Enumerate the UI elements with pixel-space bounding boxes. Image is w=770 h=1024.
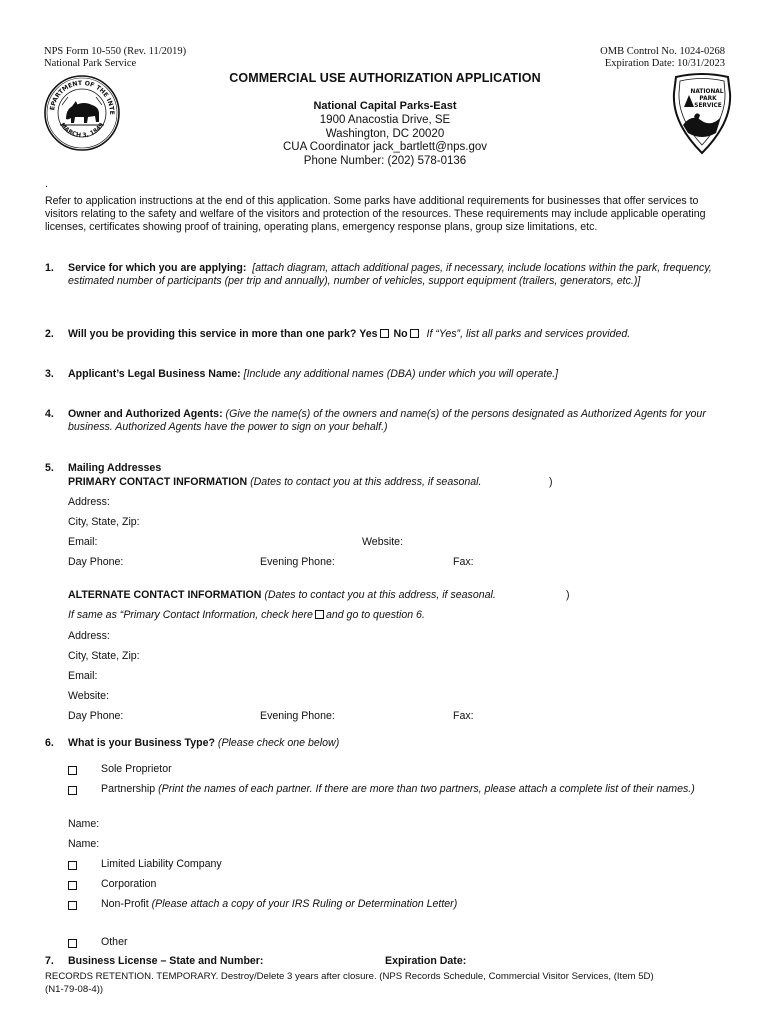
park-street: 1900 Anacostia Drive, SE <box>319 114 451 126</box>
separator-dot: . <box>45 178 48 190</box>
non-profit-label: Non-Profit <box>101 898 149 910</box>
q2-hint: If “Yes”, list all parks and services provided. <box>426 328 631 340</box>
non-profit-option <box>101 898 711 911</box>
nps-text-national: NATIONAL <box>690 89 724 95</box>
q5-label: Mailing Addresses <box>68 462 162 474</box>
primary-close-paren: ) <box>549 476 553 488</box>
seal-top-text: EPARTMENT OF THE INTE <box>49 79 116 115</box>
primary-website-label: Website: <box>362 536 404 548</box>
primary-fax-label: Fax: <box>453 556 474 568</box>
nps-text-service: SERVICE <box>694 103 722 109</box>
primary-day-phone-label: Day Phone: <box>68 556 124 568</box>
q2-block <box>68 328 718 341</box>
corporation-checkbox[interactable] <box>68 881 77 890</box>
q2-number: 2. <box>45 328 54 340</box>
q5-number: 5. <box>45 462 54 474</box>
alternate-email-label: Email: <box>68 670 98 682</box>
alternate-evening-phone-label: Evening Phone: <box>260 710 335 722</box>
sole-proprietor-checkbox[interactable] <box>68 766 77 775</box>
partnership-label: Partnership <box>101 783 156 795</box>
primary-contact-heading <box>68 476 718 489</box>
q4-number: 4. <box>45 408 54 420</box>
q6-hint: (Please check one below) <box>217 737 340 749</box>
form-number: NPS Form 10-550 (Rev. 11/2019) <box>44 46 187 57</box>
primary-address-label: Address: <box>68 496 110 508</box>
q1-number: 1. <box>45 262 54 274</box>
other-label: Other <box>101 936 128 948</box>
llc-checkbox[interactable] <box>68 861 77 870</box>
alternate-website-label: Website: <box>68 690 110 702</box>
primary-city-label: City, State, Zip: <box>68 516 140 528</box>
partner-name-1-label: Name: <box>68 818 100 830</box>
q6-label: What is your Business Type? <box>68 737 215 749</box>
partnership-option <box>101 783 711 796</box>
omb-control: OMB Control No. 1024-0268 <box>600 46 725 57</box>
q3-block <box>68 368 718 381</box>
seal-bottom-text: MARCH 3, 1849 <box>58 121 106 140</box>
sole-proprietor-label: Sole Proprietor <box>101 763 172 775</box>
park-phone: Phone Number: (202) 578-0136 <box>303 154 467 167</box>
primary-contact-label: PRIMARY CONTACT INFORMATION <box>68 476 248 488</box>
alternate-day-phone-label: Day Phone: <box>68 710 124 722</box>
q1-block <box>68 262 718 288</box>
q2-no-label: No <box>393 328 408 340</box>
other-checkbox[interactable] <box>68 939 77 948</box>
partnership-checkbox[interactable] <box>68 786 77 795</box>
nps-text-park: PARK <box>699 96 717 102</box>
q4-block <box>68 408 718 434</box>
coordinator-contact: CUA Coordinator jack_bartlett@nps.gov <box>282 141 488 153</box>
non-profit-checkbox[interactable] <box>68 901 77 910</box>
expiration-date: Expiration Date: 10/31/2023 <box>604 58 725 69</box>
q4-label: Owner and Authorized Agents: <box>68 408 223 420</box>
alternate-contact-hint: (Dates to contact you at this address, if seasonal. <box>264 589 496 601</box>
primary-contact-hint: (Dates to contact you at this address, if seasonal. <box>250 476 482 488</box>
q1-label: Service for which you are applying: <box>68 262 247 274</box>
q6-block <box>68 737 718 750</box>
q2-label: Will you be providing this service in more than one park? <box>68 328 357 340</box>
q2-yes-label: Yes <box>359 328 378 340</box>
park-name: National Capital Parks-East <box>313 100 457 112</box>
same-as-primary-text: If same as “Primary Contact Information, check here <box>68 609 313 621</box>
q1-instructions: [attach diagram, attach additional pages, if necessary, include locations within the park, frequency, estimated number of participants (per trip and annually), number of vehicles, support equipment (trailers, generators, etc.)] <box>68 262 712 287</box>
q2-no-checkbox[interactable] <box>410 329 419 338</box>
q3-label: Applicant’s Legal Business Name: <box>68 368 241 380</box>
alternate-contact-label: ALTERNATE CONTACT INFORMATION <box>68 589 262 601</box>
intro-paragraph: Refer to application instructions at the end of this application. Some parks have additional requirements for businesses that offer services to visitors relating to the safety and welfare of the visitors and protection of the resources. These requirements may include applicable operating licenses, certificates showing proof of training, operating plans, emergency response plans, group size limitations, etc. <box>45 195 706 233</box>
agency-name: National Park Service <box>44 58 137 69</box>
alternate-address-label: Address: <box>68 630 110 642</box>
q3-instructions: [Include any additional names (DBA) under which you will operate.] <box>243 368 559 380</box>
q7-number: 7. <box>45 955 54 967</box>
non-profit-hint: (Please attach a copy of your IRS Ruling or Determination Letter) <box>151 898 458 910</box>
alternate-close-paren: ) <box>566 589 570 601</box>
same-as-primary-text-2: and go to question 6. <box>325 609 425 621</box>
records-retention-footer: RECORDS RETENTION. TEMPORARY. Destroy/Delete 3 years after closure. (NPS Records Schedule, Commercial Visitor Services, (Item 5D) (N1-79-08-4)) <box>45 971 654 995</box>
page-title: COMMERCIAL USE AUTHORIZATION APPLICATION <box>229 71 541 85</box>
q7-label: Business License – State and Number: <box>68 955 264 967</box>
same-as-primary-row <box>68 609 718 622</box>
q6-number: 6. <box>45 737 54 749</box>
same-as-primary-checkbox[interactable] <box>315 610 324 619</box>
alternate-fax-label: Fax: <box>453 710 474 722</box>
alternate-contact-heading <box>68 589 718 602</box>
primary-evening-phone-label: Evening Phone: <box>260 556 335 568</box>
q4-instructions: (Give the name(s) of the owners and name(s) of the persons designated as Authorized Agents for your business. Authorized Agents have the power to sign on your behalf.) <box>68 408 706 433</box>
primary-email-label: Email: <box>68 536 98 548</box>
q2-yes-checkbox[interactable] <box>380 329 389 338</box>
partnership-hint: (Print the names of each partner. If there are more than two partners, please attach a complete list of their names.) <box>158 783 695 795</box>
q3-number: 3. <box>45 368 54 380</box>
park-city: Washington, DC 20020 <box>325 127 445 140</box>
partner-name-2-label: Name: <box>68 838 100 850</box>
corporation-label: Corporation <box>101 878 157 890</box>
llc-label: Limited Liability Company <box>101 858 222 870</box>
alternate-city-label: City, State, Zip: <box>68 650 140 662</box>
q7-expiration-label: Expiration Date: <box>385 955 467 967</box>
